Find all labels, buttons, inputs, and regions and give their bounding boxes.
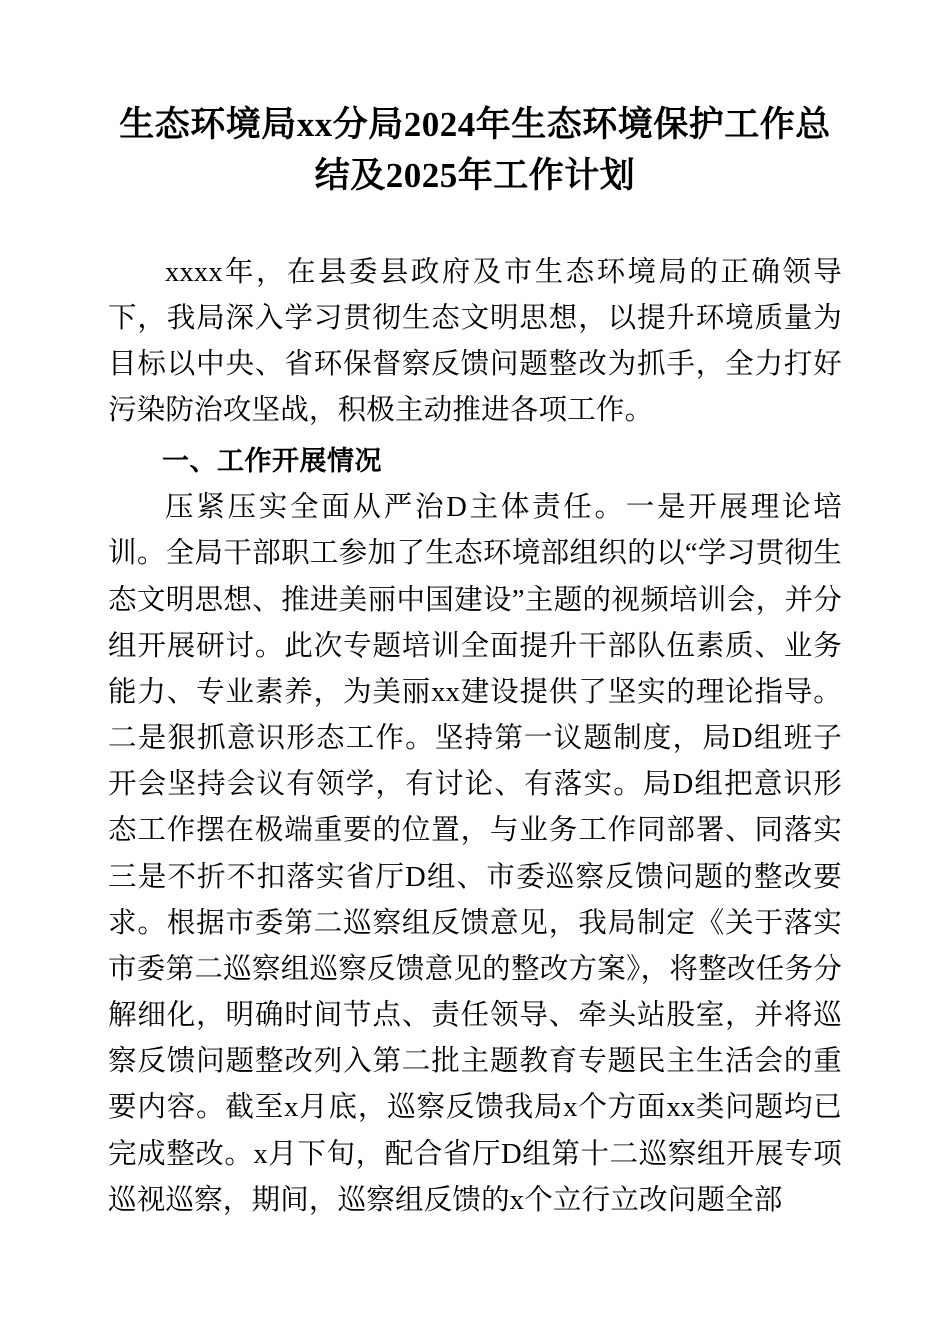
document-body bbox=[108, 250, 842, 1224]
page-title: 生态环境局xx分局2024年生态环境保护工作总结及2025年工作计划 bbox=[119, 105, 831, 195]
paragraph-section-1-body: 压紧压实全面从严治D主体责任。一是开展理论培训。全局干部职工参加了生态环境部组织的以“学习贯彻生态文明思想、推进美丽中国建设”主题的视频培训会，并分组开展研讨。此次专题培训全面提升干部队伍素质、业务能力、专业素养，为美丽xx建设提供了坚实的理论指导。二是狠抓意识形态工作。坚持第一议题制度，局D组班子开会坚持会议有领学，有讨论、有落实。局D组把意识形态工作摆在极端重要的位置，与业务工作同部署、同落实三是不折不扣落实省厅D组、市委巡察反馈问题的整改要求。根据市委第二巡察组反馈意见，我局制定《关于落实市委第二巡察组巡察反馈意见的整改方案》，将整改任务分解细化，明确时间节点、责任领导、牵头站股室，并将巡察反馈问题整改列入第二批主题教育专题民主生活会的重要内容。截至x月底，巡察反馈我局x个方面xx类问题均已完成整改。x月下旬，配合省厅D组第十二巡察组开展专项巡视巡察，期间，巡察组反馈的x个立行立改问题全部 bbox=[108, 492, 842, 1216]
paragraph-intro: xxxx年，在县委县政府及市生态环境局的正确领导下，我局深入学习贯彻生态文明思想，以提升环境质量为目标以中央、省环保督察反馈问题整改为抓手，全力打好污染防治攻坚战，积极主动推进各项工作。 bbox=[108, 256, 842, 426]
section-heading-1: 一、工作开展情况 bbox=[162, 446, 382, 477]
